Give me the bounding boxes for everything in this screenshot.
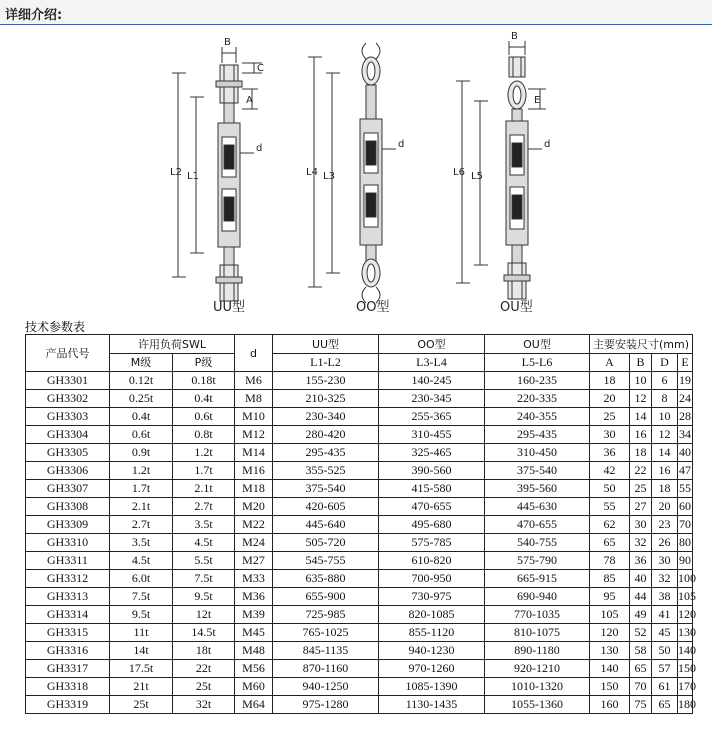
cell-oo-range: 230-345 xyxy=(379,390,485,408)
cell-b: 75 xyxy=(630,696,652,714)
cell-dd: 8 xyxy=(652,390,678,408)
cell-oo-range: 415-580 xyxy=(379,480,485,498)
header-dims: 主要安装尺寸(mm) xyxy=(590,335,693,354)
cell-dd: 20 xyxy=(652,498,678,516)
cell-ou-range: 920-1210 xyxy=(485,660,590,678)
cell-oo-range: 255-365 xyxy=(379,408,485,426)
cell-b: 27 xyxy=(630,498,652,516)
cell-a: 65 xyxy=(590,534,630,552)
cell-m-grade: 3.5t xyxy=(110,534,173,552)
cell-code: GH3319 xyxy=(26,696,110,714)
table-row xyxy=(26,426,693,444)
cell-e: 19 xyxy=(678,372,693,390)
cell-b: 12 xyxy=(630,390,652,408)
cell-d: M16 xyxy=(235,462,273,480)
table-row xyxy=(26,552,693,570)
header-b: B xyxy=(630,354,652,372)
cell-d: M6 xyxy=(235,372,273,390)
cell-uu-range: 155-230 xyxy=(273,372,379,390)
cell-oo-range: 820-1085 xyxy=(379,606,485,624)
cell-code: GH3307 xyxy=(26,480,110,498)
cell-p-grade: 9.5t xyxy=(173,588,235,606)
section-header xyxy=(0,0,712,25)
table-row xyxy=(26,408,693,426)
cell-dd: 10 xyxy=(652,408,678,426)
cell-ou-range: 1010-1320 xyxy=(485,678,590,696)
table-row xyxy=(26,588,693,606)
cell-code: GH3316 xyxy=(26,642,110,660)
cell-dd: 38 xyxy=(652,588,678,606)
cell-b: 14 xyxy=(630,408,652,426)
section-title: 详细介绍: xyxy=(5,8,63,23)
cell-dd: 57 xyxy=(652,660,678,678)
cell-e: 60 xyxy=(678,498,693,516)
cell-a: 95 xyxy=(590,588,630,606)
cell-ou-range: 375-540 xyxy=(485,462,590,480)
cell-e: 47 xyxy=(678,462,693,480)
cell-e: 180 xyxy=(678,696,693,714)
cell-m-grade: 2.1t xyxy=(110,498,173,516)
dim-label-l4: L4 xyxy=(306,167,318,178)
cell-code: GH3308 xyxy=(26,498,110,516)
cell-b: 58 xyxy=(630,642,652,660)
cell-a: 85 xyxy=(590,570,630,588)
cell-dd: 50 xyxy=(652,642,678,660)
header-oo: OO型 xyxy=(379,335,485,354)
cell-e: 150 xyxy=(678,660,693,678)
cell-a: 150 xyxy=(590,678,630,696)
cell-a: 78 xyxy=(590,552,630,570)
table-row xyxy=(26,372,693,390)
table-row xyxy=(26,444,693,462)
cell-p-grade: 2.7t xyxy=(173,498,235,516)
cell-code: GH3310 xyxy=(26,534,110,552)
table-header-row-1 xyxy=(26,335,693,354)
cell-b: 25 xyxy=(630,480,652,498)
cell-d: M39 xyxy=(235,606,273,624)
cell-ou-range: 240-355 xyxy=(485,408,590,426)
table-row xyxy=(26,606,693,624)
cell-oo-range: 575-785 xyxy=(379,534,485,552)
table-row xyxy=(26,624,693,642)
cell-ou-range: 160-235 xyxy=(485,372,590,390)
cell-m-grade: 21t xyxy=(110,678,173,696)
cell-uu-range: 505-720 xyxy=(273,534,379,552)
cell-ou-range: 220-335 xyxy=(485,390,590,408)
cell-a: 62 xyxy=(590,516,630,534)
cell-e: 100 xyxy=(678,570,693,588)
cell-oo-range: 610-820 xyxy=(379,552,485,570)
cell-ou-range: 770-1035 xyxy=(485,606,590,624)
cell-oo-range: 495-680 xyxy=(379,516,485,534)
cell-ou-range: 470-655 xyxy=(485,516,590,534)
cell-e: 170 xyxy=(678,678,693,696)
cell-code: GH3315 xyxy=(26,624,110,642)
cell-a: 36 xyxy=(590,444,630,462)
spec-table xyxy=(25,334,696,714)
cell-d: M33 xyxy=(235,570,273,588)
cell-a: 55 xyxy=(590,498,630,516)
cell-m-grade: 0.12t xyxy=(110,372,173,390)
dim-label-l6: L6 xyxy=(453,167,465,178)
cell-a: 105 xyxy=(590,606,630,624)
cell-p-grade: 0.4t xyxy=(173,390,235,408)
table-row xyxy=(26,462,693,480)
caption-oo: OO型 xyxy=(356,300,390,315)
cell-uu-range: 845-1135 xyxy=(273,642,379,660)
cell-e: 40 xyxy=(678,444,693,462)
cell-code: GH3305 xyxy=(26,444,110,462)
cell-e: 130 xyxy=(678,624,693,642)
cell-p-grade: 0.8t xyxy=(173,426,235,444)
cell-uu-range: 940-1250 xyxy=(273,678,379,696)
cell-m-grade: 0.9t xyxy=(110,444,173,462)
dim-label-l5: L5 xyxy=(471,171,483,182)
cell-oo-range: 140-245 xyxy=(379,372,485,390)
cell-p-grade: 2.1t xyxy=(173,480,235,498)
dim-label-a: A xyxy=(246,95,253,106)
cell-uu-range: 355-525 xyxy=(273,462,379,480)
cell-d: M14 xyxy=(235,444,273,462)
cell-dd: 6 xyxy=(652,372,678,390)
header-e: E xyxy=(678,354,693,372)
header-oo-range: L3-L4 xyxy=(379,354,485,372)
cell-code: GH3303 xyxy=(26,408,110,426)
cell-e: 28 xyxy=(678,408,693,426)
dim-label-d-uu: d xyxy=(256,143,263,154)
cell-oo-range: 940-1230 xyxy=(379,642,485,660)
cell-a: 42 xyxy=(590,462,630,480)
cell-ou-range: 575-790 xyxy=(485,552,590,570)
table-row xyxy=(26,642,693,660)
cell-dd: 61 xyxy=(652,678,678,696)
cell-m-grade: 17.5t xyxy=(110,660,173,678)
cell-oo-range: 325-465 xyxy=(379,444,485,462)
cell-code: GH3317 xyxy=(26,660,110,678)
cell-oo-range: 390-560 xyxy=(379,462,485,480)
cell-dd: 30 xyxy=(652,552,678,570)
cell-e: 105 xyxy=(678,588,693,606)
dim-label-b-ou: B xyxy=(511,31,518,42)
cell-d: M45 xyxy=(235,624,273,642)
cell-e: 80 xyxy=(678,534,693,552)
cell-b: 16 xyxy=(630,426,652,444)
cell-e: 140 xyxy=(678,642,693,660)
cell-dd: 14 xyxy=(652,444,678,462)
cell-p-grade: 1.2t xyxy=(173,444,235,462)
cell-d: M27 xyxy=(235,552,273,570)
cell-dd: 12 xyxy=(652,426,678,444)
table-row xyxy=(26,660,693,678)
cell-m-grade: 0.25t xyxy=(110,390,173,408)
cell-p-grade: 7.5t xyxy=(173,570,235,588)
cell-ou-range: 810-1075 xyxy=(485,624,590,642)
cell-d: M12 xyxy=(235,426,273,444)
cell-oo-range: 1085-1390 xyxy=(379,678,485,696)
table-row xyxy=(26,498,693,516)
cell-code: GH3318 xyxy=(26,678,110,696)
cell-p-grade: 22t xyxy=(173,660,235,678)
table-row xyxy=(26,696,693,714)
cell-d: M24 xyxy=(235,534,273,552)
cell-b: 10 xyxy=(630,372,652,390)
cell-d: M60 xyxy=(235,678,273,696)
cell-uu-range: 295-435 xyxy=(273,444,379,462)
cell-a: 30 xyxy=(590,426,630,444)
cell-dd: 45 xyxy=(652,624,678,642)
cell-e: 34 xyxy=(678,426,693,444)
cell-m-grade: 7.5t xyxy=(110,588,173,606)
cell-ou-range: 445-630 xyxy=(485,498,590,516)
cell-d: M8 xyxy=(235,390,273,408)
cell-e: 120 xyxy=(678,606,693,624)
cell-b: 22 xyxy=(630,462,652,480)
cell-d: M20 xyxy=(235,498,273,516)
table-row xyxy=(26,570,693,588)
cell-b: 40 xyxy=(630,570,652,588)
cell-b: 30 xyxy=(630,516,652,534)
cell-d: M64 xyxy=(235,696,273,714)
cell-e: 90 xyxy=(678,552,693,570)
cell-code: GH3309 xyxy=(26,516,110,534)
cell-code: GH3304 xyxy=(26,426,110,444)
cell-a: 160 xyxy=(590,696,630,714)
header-a: A xyxy=(590,354,630,372)
dim-label-b-uu: B xyxy=(224,37,231,48)
cell-dd: 16 xyxy=(652,462,678,480)
dim-label-d-oo: d xyxy=(398,139,405,150)
dim-label-d-ou: d xyxy=(544,139,551,150)
cell-oo-range: 700-950 xyxy=(379,570,485,588)
cell-b: 32 xyxy=(630,534,652,552)
cell-p-grade: 14.5t xyxy=(173,624,235,642)
cell-d: M56 xyxy=(235,660,273,678)
cell-dd: 18 xyxy=(652,480,678,498)
cell-code: GH3302 xyxy=(26,390,110,408)
table-row xyxy=(26,480,693,498)
cell-oo-range: 310-455 xyxy=(379,426,485,444)
caption-ou: OU型 xyxy=(500,300,533,315)
cell-uu-range: 635-880 xyxy=(273,570,379,588)
dim-label-l2: L2 xyxy=(170,167,182,178)
cell-ou-range: 540-755 xyxy=(485,534,590,552)
table-row xyxy=(26,516,693,534)
cell-d: M10 xyxy=(235,408,273,426)
cell-m-grade: 9.5t xyxy=(110,606,173,624)
header-code: 产品代号 xyxy=(26,335,110,372)
cell-oo-range: 1130-1435 xyxy=(379,696,485,714)
cell-m-grade: 1.2t xyxy=(110,462,173,480)
header-d: d xyxy=(235,335,273,372)
turnbuckle-diagram-svg xyxy=(166,33,550,317)
cell-m-grade: 25t xyxy=(110,696,173,714)
cell-p-grade: 3.5t xyxy=(173,516,235,534)
cell-dd: 23 xyxy=(652,516,678,534)
cell-b: 52 xyxy=(630,624,652,642)
table-row xyxy=(26,390,693,408)
header-dd: D xyxy=(652,354,678,372)
cell-e: 55 xyxy=(678,480,693,498)
cell-b: 49 xyxy=(630,606,652,624)
cell-code: GH3311 xyxy=(26,552,110,570)
header-m-grade: M级 xyxy=(110,354,173,372)
dim-label-l3: L3 xyxy=(323,171,335,182)
cell-e: 70 xyxy=(678,516,693,534)
cell-oo-range: 730-975 xyxy=(379,588,485,606)
table-caption: 技术参数表 xyxy=(25,320,86,334)
cell-b: 65 xyxy=(630,660,652,678)
cell-a: 120 xyxy=(590,624,630,642)
cell-uu-range: 445-640 xyxy=(273,516,379,534)
cell-a: 25 xyxy=(590,408,630,426)
cell-ou-range: 295-435 xyxy=(485,426,590,444)
cell-p-grade: 25t xyxy=(173,678,235,696)
header-ou: OU型 xyxy=(485,335,590,354)
cell-dd: 41 xyxy=(652,606,678,624)
cell-m-grade: 0.4t xyxy=(110,408,173,426)
cell-a: 18 xyxy=(590,372,630,390)
header-ou-range: L5-L6 xyxy=(485,354,590,372)
table-header-row-2 xyxy=(26,354,693,372)
cell-m-grade: 0.6t xyxy=(110,426,173,444)
cell-p-grade: 12t xyxy=(173,606,235,624)
cell-code: GH3301 xyxy=(26,372,110,390)
header-uu: UU型 xyxy=(273,335,379,354)
cell-ou-range: 1055-1360 xyxy=(485,696,590,714)
cell-ou-range: 310-450 xyxy=(485,444,590,462)
cell-d: M48 xyxy=(235,642,273,660)
caption-uu: UU型 xyxy=(213,300,246,315)
cell-b: 44 xyxy=(630,588,652,606)
cell-uu-range: 210-325 xyxy=(273,390,379,408)
cell-p-grade: 5.5t xyxy=(173,552,235,570)
cell-m-grade: 6.0t xyxy=(110,570,173,588)
cell-oo-range: 855-1120 xyxy=(379,624,485,642)
cell-e: 24 xyxy=(678,390,693,408)
cell-uu-range: 545-755 xyxy=(273,552,379,570)
cell-ou-range: 665-915 xyxy=(485,570,590,588)
cell-m-grade: 2.7t xyxy=(110,516,173,534)
cell-m-grade: 14t xyxy=(110,642,173,660)
cell-d: M22 xyxy=(235,516,273,534)
cell-a: 20 xyxy=(590,390,630,408)
cell-ou-range: 690-940 xyxy=(485,588,590,606)
cell-m-grade: 11t xyxy=(110,624,173,642)
cell-uu-range: 870-1160 xyxy=(273,660,379,678)
cell-code: GH3313 xyxy=(26,588,110,606)
cell-p-grade: 1.7t xyxy=(173,462,235,480)
cell-p-grade: 0.18t xyxy=(173,372,235,390)
header-uu-range: L1-L2 xyxy=(273,354,379,372)
dim-label-l1: L1 xyxy=(187,171,199,182)
table-row xyxy=(26,678,693,696)
cell-b: 36 xyxy=(630,552,652,570)
cell-oo-range: 470-655 xyxy=(379,498,485,516)
cell-m-grade: 1.7t xyxy=(110,480,173,498)
cell-p-grade: 4.5t xyxy=(173,534,235,552)
cell-uu-range: 230-340 xyxy=(273,408,379,426)
dim-label-c: C xyxy=(257,63,264,74)
cell-a: 130 xyxy=(590,642,630,660)
cell-oo-range: 970-1260 xyxy=(379,660,485,678)
turnbuckle-diagram xyxy=(166,33,550,317)
cell-uu-range: 975-1280 xyxy=(273,696,379,714)
cell-uu-range: 765-1025 xyxy=(273,624,379,642)
cell-code: GH3312 xyxy=(26,570,110,588)
cell-b: 18 xyxy=(630,444,652,462)
cell-d: M36 xyxy=(235,588,273,606)
cell-p-grade: 32t xyxy=(173,696,235,714)
cell-p-grade: 0.6t xyxy=(173,408,235,426)
header-swl: 许用负荷SWL xyxy=(110,335,235,354)
cell-dd: 32 xyxy=(652,570,678,588)
cell-code: GH3314 xyxy=(26,606,110,624)
cell-d: M18 xyxy=(235,480,273,498)
cell-p-grade: 18t xyxy=(173,642,235,660)
cell-uu-range: 655-900 xyxy=(273,588,379,606)
cell-dd: 26 xyxy=(652,534,678,552)
header-p-grade: P级 xyxy=(173,354,235,372)
cell-a: 50 xyxy=(590,480,630,498)
cell-uu-range: 375-540 xyxy=(273,480,379,498)
cell-ou-range: 890-1180 xyxy=(485,642,590,660)
cell-uu-range: 725-985 xyxy=(273,606,379,624)
cell-uu-range: 280-420 xyxy=(273,426,379,444)
cell-code: GH3306 xyxy=(26,462,110,480)
cell-ou-range: 395-560 xyxy=(485,480,590,498)
cell-a: 140 xyxy=(590,660,630,678)
cell-m-grade: 4.5t xyxy=(110,552,173,570)
cell-dd: 65 xyxy=(652,696,678,714)
cell-uu-range: 420-605 xyxy=(273,498,379,516)
dim-label-e: E xyxy=(534,95,541,106)
cell-b: 70 xyxy=(630,678,652,696)
table-row xyxy=(26,534,693,552)
